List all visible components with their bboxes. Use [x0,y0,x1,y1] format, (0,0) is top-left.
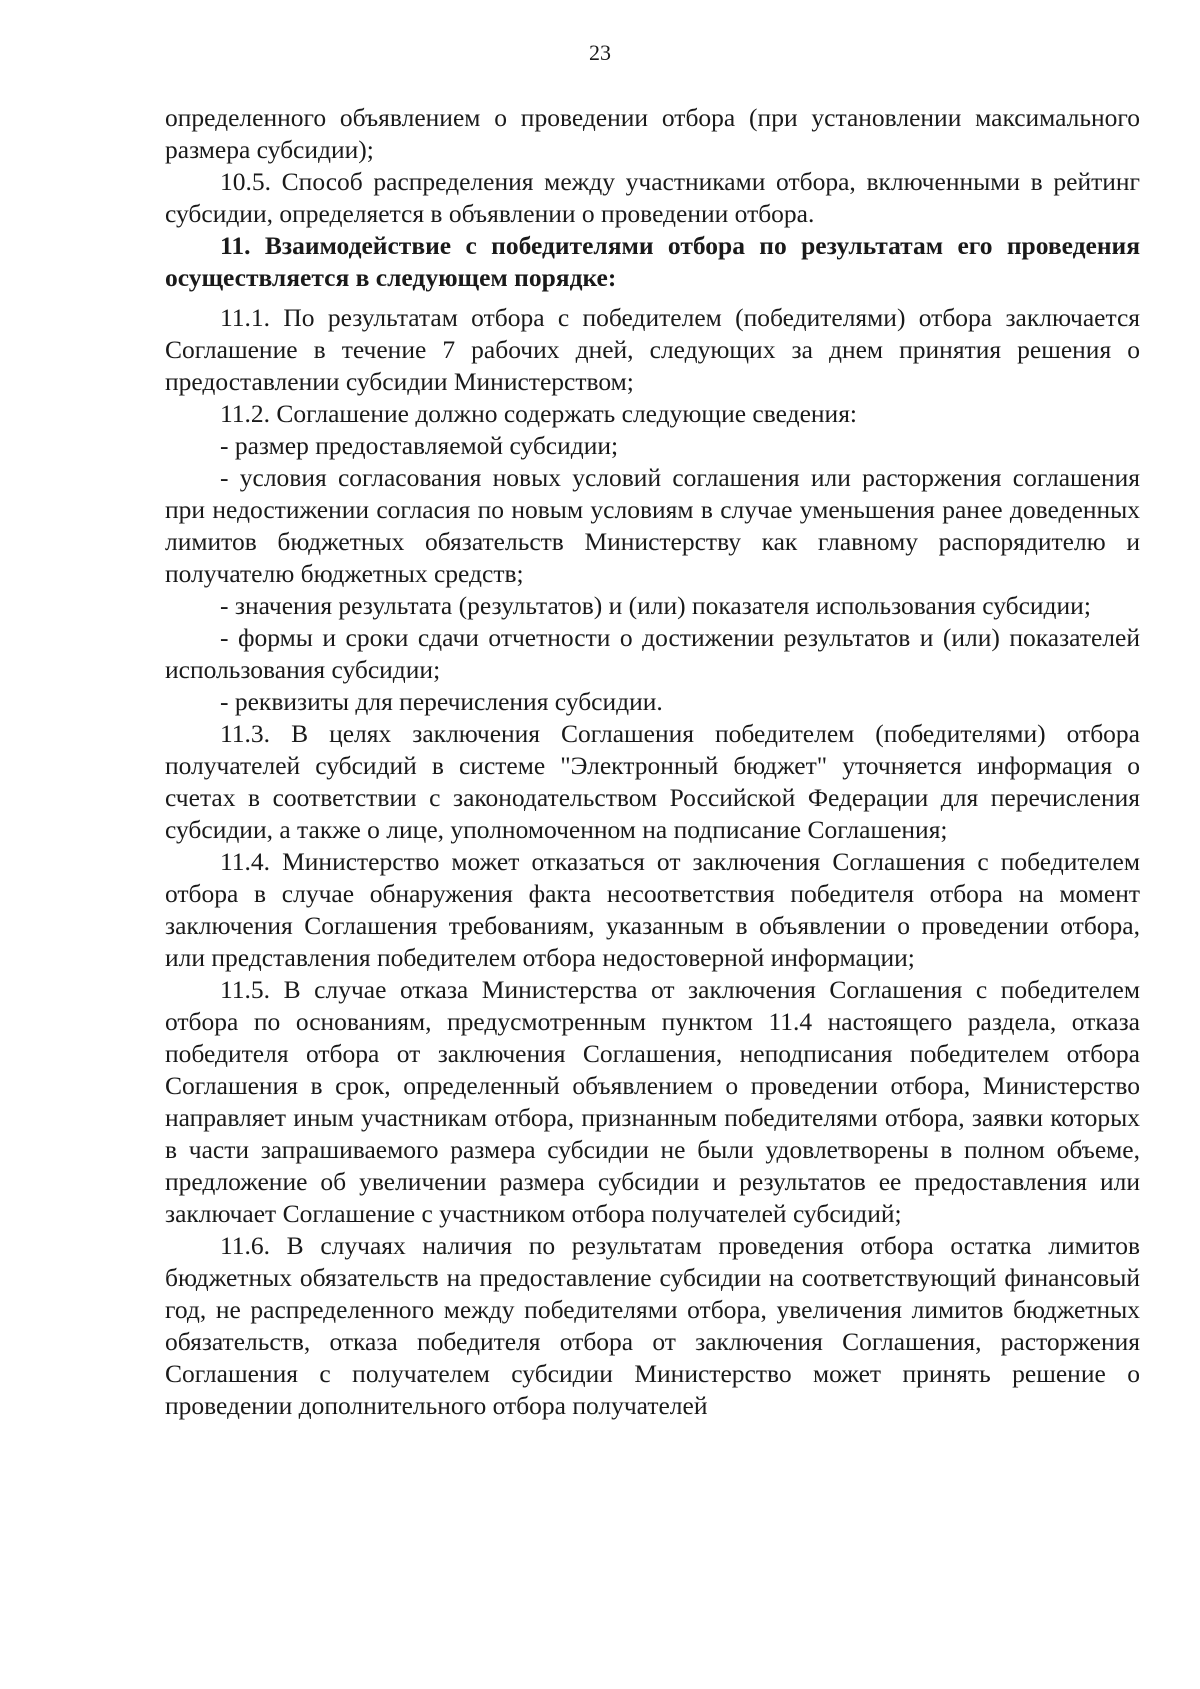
paragraph-11-1: 11.1. По результатам отбора с победителем (победителями) отбора заключается Соглашение в течение 7 рабочих дней, следующих за днем принятия решения о предоставлении субсидии Министерством; [165,303,1140,396]
document-body [165,102,1140,1422]
paragraph-11-4: 11.4. Министерство может отказаться от заключения Соглашения с победителем отбора в случае обнаружения факта несоответствия победителя отбора на момент заключения Соглашения требованиям, указанным в объявлении о проведении отбора, или представления победителем отбора недостоверной информации; [165,847,1140,972]
list-item-agreement-conditions: - условия согласования новых условий соглашения или расторжения соглашения при недостижении согласия по новым условиям в случае уменьшения ранее доведенных лимитов бюджетных обязательств Министерству как главному распорядителю и получателю бюджетных средств; [165,463,1140,588]
paragraph-11-5: 11.5. В случае отказа Министерства от заключения Соглашения с победителем отбора по основаниям, предусмотренным пунктом 11.4 настоящего раздела, отказа победителя отбора от заключения Соглашения, неподписания победителем отбора Соглашения в срок, определенный объявлением о проведении отбора, Министерство направляет иным участникам отбора, признанным победителями отбора, заявки которых в части запрашиваемого размера субсидии не были удовлетворены в полном объеме, предложение об увеличении размера субсидии и результатов ее предоставления или заключает Соглашение с участником отбора получателей субсидий; [165,975,1140,1228]
paragraph-10-5: 10.5. Способ распределения между участниками отбора, включенными в рейтинг субсидии, определяется в объявлении о проведении отбора. [165,167,1140,228]
list-item-subsidy-amount: - размер предоставляемой субсидии; [220,431,619,460]
section-heading-11: 11. Взаимодействие с победителями отбора по результатам его проведения осуществляется в следующем порядке: [165,231,1140,292]
paragraph-11-6: 11.6. В случаях наличия по результатам проведения отбора остатка лимитов бюджетных обязательств на предоставление субсидии на соответствующий финансовый год, не распределенного между победителями отбора, увеличения лимитов бюджетных обязательств, отказа победителя отбора от заключения Соглашения, расторжения Соглашения с получателем субсидии Министерство может принять решение о проведении дополнительного отбора получателей [165,1231,1140,1420]
page-number: 23 [589,40,611,65]
paragraph-11-3: 11.3. В целях заключения Соглашения победителем (победителями) отбора получателей субсидий в системе "Электронный бюджет" уточняется информация о счетах в соответствии с законодательством Российской Федерации для перечисления субсидии, а также о лице, уполномоченном на подписание Соглашения; [165,719,1140,844]
list-item-result-values: - значения результата (результатов) и (или) показателя использования субсидии; [220,591,1091,620]
paragraph-11-2: 11.2. Соглашение должно содержать следующие сведения: [220,399,858,428]
paragraph-continuation: определенного объявлением о проведении отбора (при установлении максимального размера субсидии); [165,103,1140,164]
list-item-payment-details: - реквизиты для перечисления субсидии. [220,687,663,716]
list-item-reporting-forms: - формы и сроки сдачи отчетности о достижении результатов и (или) показателей использования субсидии; [165,623,1140,684]
